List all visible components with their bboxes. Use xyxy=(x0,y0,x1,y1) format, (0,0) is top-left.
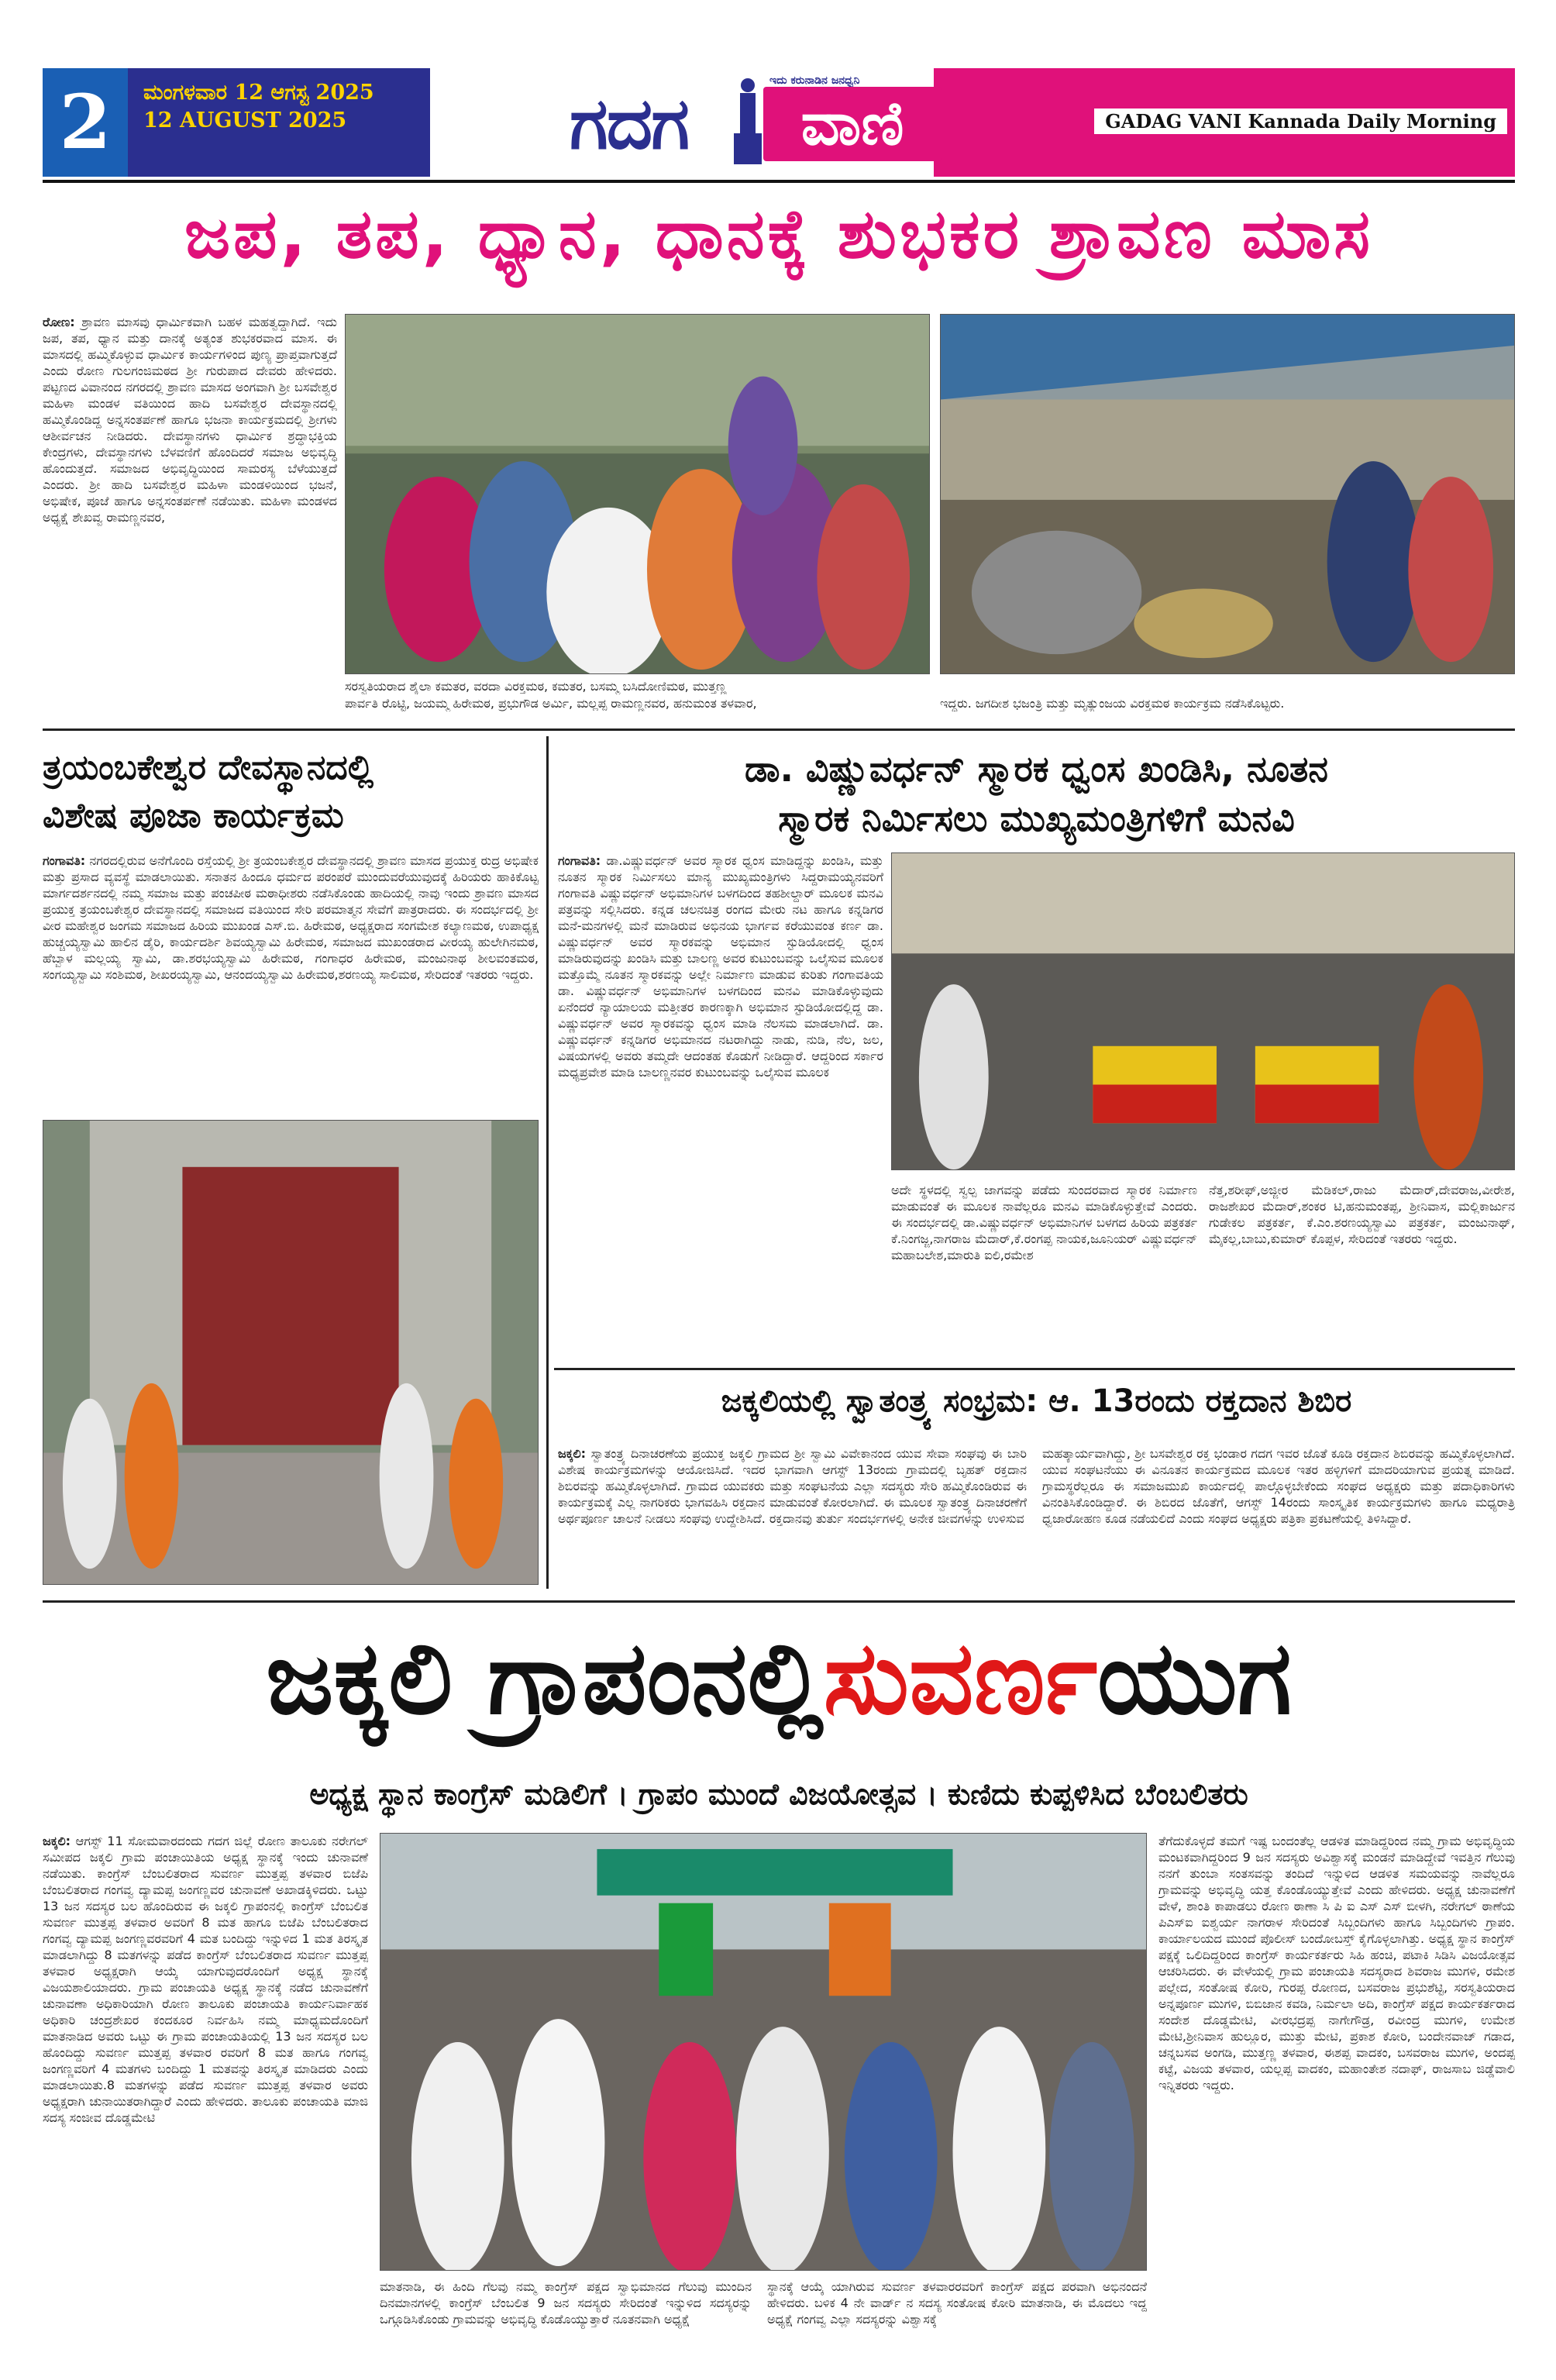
story1-caption2: ಪಾರ್ವತಿ ರೊಟ್ಟಿ, ಜಯಮ್ಮ ಹಿರೇಮಠ, ಪ್ರಭುಗೌಡ ಅರ್ಮಿ, ಮಲ್ಲಪ್ಪ ರಾಮಣ್ಣನವರ, ಹನುಮಂತ ತಳವಾರ, xyxy=(345,696,757,711)
newspaper-logo xyxy=(570,74,972,170)
story5-body-col2a: ಮಾತನಾಡಿ, ಈ ಹಿಂದಿ ಗೆಲವು ನಮ್ಮ ಕಾಂಗ್ರೆಸ್ ಪಕ್ಷದ ಸ್ವಾಭಿಮಾನದ ಗೆಲುವು ಮುಂದಿನ ದಿನಮಾನಗಳಲ್ಲಿ ಕಾಂಗ್ರೆಸ್ ಬೆಂಬಲಿತ 9 ಜನ ಸದಸ್ಯರು ಸೇರಿದಂತೆ ಇನ್ನುಳಿದ ಸದಸ್ಯರನ್ನು ಒಗ್ಗೂಡಿಸಿಕೊಂಡು ಗ್ರಾಮವನ್ನು ಅಭಿವೃದ್ಧಿ ಕೊಡೊಯ್ಯುತ್ತಾರೆ ನೂತನವಾಗಿ ಅಧ್ಯಕ್ಷೆ xyxy=(380,2279,752,2327)
logo-text-left: ಗದಗ xyxy=(570,82,688,165)
column-divider xyxy=(546,736,549,1589)
paper-label: GADAG VANI Kannada Daily Morning xyxy=(1094,108,1507,134)
story2-body-text: ನಗರದಲ್ಲಿರುವ ಅನೆಗೊಂದಿ ರಸ್ತೆಯಲ್ಲಿ ಶ್ರೀ ತ್ರಯಂಬಕೇಶ್ವರ ದೇವಸ್ಥಾನದಲ್ಲಿ ಶ್ರಾವಣ ಮಾಸದ ಪ್ರಯುಕ್ತ ರುದ್ರ ಅಭಿಷೇಕ ಮತ್ತು ಪ್ರಸಾದ ವ್ಯವಸ್ಥೆ ಮಾಡಲಾಯಿತು. ಸನಾತನ ಹಿಂದೂ ಧರ್ಮದ ಪರಂಪರೆ ಮುಂದುವರೆಯುವುದಕ್ಕೆ ಹಿರಿಯರು ಹಾಕಿಕೊಟ್ಟ ಮಾರ್ಗದರ್ಶನದಲ್ಲಿ ನಮ್ಮ ಸಮಾಜ ಮತ್ತು ಪಂಚಪೀಠ ಮಠಾಧೀಶರು ನಡೆಸಿಕೊಂಡು ಹಾದಿಯಲ್ಲಿ ನಾವು ಇಂದು ಶ್ರಾವಣ ಮಾಸದ ಪ್ರಯುಕ್ತ ತ್ರಯಂಬಕೇಶ್ವರ ದೇವಸ್ಥಾನದಲ್ಲಿ ಸಮಾಜದ ವತಿಯಿಂದ ಸೇರಿ ಪರಮಾತ್ಮನ ಸೇವೆಗೆ ಪಾತ್ರರಾದರು. ಈ ಸಂದರ್ಭದಲ್ಲಿ ಶ್ರೀ ವೀರ ಮಹೇಶ್ವರ ಜಂಗಮ ಸಮಾಜದ ಹಿರಿಯ ಮುಖಂಡ ಎಸ್.ಬಿ. ಹಿರೇಮಠ, ಅಧ್ಯಕ್ಷರಾದ ಸಂಗಮೇಶ ಕಲ್ಯಾಣಮಠ, ಉಪಾಧ್ಯಕ್ಷ ಹುಚ್ಚಯ್ಯಸ್ವಾಮಿ ಹಾಲಿನ ಡೈರಿ, ಕಾರ್ಯದರ್ಶಿ ಶಿವಯ್ಯಸ್ವಾಮಿ ಹಿರೇಮಠ, ಸಮಾಜದ ಮುಖಂಡರಾದ ವೀರಯ್ಯ ಹುಲೇಗಿನಮಠ, ಹೆಬ್ಬಾಳ ಮಲ್ಲಯ್ಯ ಸ್ವಾಮಿ, ಡಾ.ಶರಭಯ್ಯಸ್ವಾಮಿ ಹಿರೇಮಠ, ಗಂಗಾಧರ ಹಿರೇಮಠ, ಮಂಜುನಾಥ ಶೀಲವಂತಮಠ, ಸಂಗಯ್ಯಸ್ವಾಮಿ ಸಂಶಿಮಠ, ಶೀಖರಯ್ಯಸ್ವಾಮಿ, ಆನಂದಯ್ಯಸ್ವಾಮಿ ಹಿರೇಮಠ,ಶರಣಯ್ಯ ಸಾಲಿಮಠ, ಸೇರಿದಂತೆ ಇತರರು ಇದ್ದರು. xyxy=(43,853,539,982)
story5-subhead: ಅಧ್ಯಕ್ಷ ಸ್ಥಾನ ಕಾಂಗ್ರೆಸ್ ಮಡಿಲಿಗೆ । ಗ್ರಾಪಂ ಮುಂದೆ ವಿಜಯೋತ್ಸವ । ಕುಣಿದು ಕುಪ್ಪಳಿಸಿದ ಬೆಂಬಲಿತರು xyxy=(309,1777,1248,1811)
story1-headline: ಜಪ, ತಪ, ಧ್ಯಾನ, ಧಾನಕ್ಕೆ ಶುಭಕರ ಶ್ರಾವಣ ಮಾಸ xyxy=(184,194,1373,274)
story2-headline-line1: ತ್ರಯಂಬಕೇಶ್ವರ ದೇವಸ್ಥಾನದಲ್ಲಿ xyxy=(43,748,374,787)
story3-body-col1-text: ಡಾ.ವಿಷ್ಣುವರ್ಧನ್ ಅವರ ಸ್ಮಾರಕ ಧ್ವಂಸ ಮಾಡಿದ್ದನ್ನು ಖಂಡಿಸಿ, ಮತ್ತು ನೂತನ ಸ್ಮಾರಕ ನಿರ್ಮಿಸಲು ಮಾನ್ಯ ಮುಖ್ಯಮಂತ್ರಿಗಳು ಸಿದ್ದರಾಮಯ್ಯನವರಿಗೆ ಗಂಗಾವತಿ ವಿಷ್ಣುವರ್ಧನ್ ಅಭಿಮಾನಿಗಳ ಬಳಗದಿಂದ ತಹಶೀಲ್ದಾರ್ ಮೂಲಕ ಮನವಿ ಪತ್ರವನ್ನು ಸಲ್ಲಿಸಿದರು. ಕನ್ನಡ ಚಲನಚಿತ್ರ ರಂಗದ ಮೇರು ನಟ ಹಾಗೂ ಕನ್ನಡಿಗರ ಮನೆ-ಮನಗಳಲ್ಲಿ ಮನೆ ಮಾಡಿರುವ ಅಭಿನಯ ಭಾರ್ಗವ ಕರೆಯುವಂತ ಕರ್ಣ ಡಾ. ವಿಷ್ಣುವರ್ಧನ್ ಅವರ ಸ್ಮಾರಕವನ್ನು ಅಭಿಮಾನ ಸ್ಟುಡಿಯೋದಲ್ಲಿ ಧ್ವಂಸ ಮಾಡಿರುವುದನ್ನು ಖಂಡಿಸಿ ಮತ್ತು ಬಾಲಣ್ಣ ಅವರ ಕುಟುಂಬವನ್ನು ಒಲೈಸುವ ಮೂಲಕ ಮತ್ತೊಮ್ಮೆ ನೂತನ ಸ್ಮಾರಕವನ್ನು ಅಲ್ಲೇ ನಿರ್ಮಾಣ ಮಾಡುವ ಕುರಿತು ಗಂಗಾವತಿಯ ಡಾ. ವಿಷ್ಣುವರ್ಧನ್ ಅಭಿಮಾನಿಗಳ ಬಳಗದಿಂದ ಮನವಿ ಮಾಡಿಕೊಳ್ಳುವುದು ಏನೆಂದರೆ ನ್ಯಾಯಾಲಯ ಮತ್ತೀತರ ಕಾರಣಕ್ಕಾಗಿ ಅಭಿಮಾನ ಸ್ಟುಡಿಯೋದಲ್ಲಿದ್ದ ಡಾ. ವಿಷ್ಣುವರ್ಧನ್ ಅವರ ಸ್ಮಾರಕವನ್ನು ಧ್ವಂಸ ಮಾಡಿ ನೆಲಸಮ ಮಾಡಲಾಗಿದೆ. ಡಾ. ವಿಷ್ಣುವರ್ಧನ್ ಕನ್ನಡಿಗರ ಅಭಿಮಾನದ ನಟರಾಗಿದ್ದು ನಾಡು, ನುಡಿ, ನೆಲ, ಜಲ, ವಿಷಯಗಳಲ್ಲಿ ಅವರು ತಮ್ಮದೇ ಆದಂತಹ ಕೊಡುಗೆ ನೀಡಿದ್ದಾರೆ. ಆದ್ದರಿಂದ ಸರ್ಕಾರ ಮಧ್ಯಪ್ರವೇಶ ಮಾಡಿ ಬಾಲಣ್ಣನವರ ಕುಟುಂಬವನ್ನು ಒಲೈಸುವ ಮೂಲಕ xyxy=(558,853,883,1080)
story1-caption1: ಸರಸ್ವತಿಯರಾದ ಶೈಲಾ ಕಮತರ, ವರದಾ ವಿರಕ್ತಮಠ, ಕಮತರ, ಬಸಮ್ಮ ಬಸಿದೋಣಿಮಠ, ಮುತ್ತಣ್ಣ xyxy=(345,679,727,694)
masthead-pink-bar xyxy=(934,68,1515,177)
story3-headline-line2: ಸ್ಮಾರಕ ನಿರ್ಮಿಸಲು ಮುಖ್ಯಮಂತ್ರಿಗಳಿಗೆ ಮನವಿ xyxy=(778,797,1295,839)
story2-body xyxy=(43,852,539,1108)
story4-dateline: ಜಕ್ಕಲಿ: xyxy=(558,1446,587,1461)
story5-headline-part2: ಸುವರ್ಣ xyxy=(823,1619,1098,1737)
page-number: 2 xyxy=(43,68,128,177)
masthead xyxy=(43,68,1515,177)
logo-tagline: ಇದು ಕರುನಾಡಿನ ಜನಧ್ವನಿ xyxy=(769,74,860,87)
story5-body-col3: ತೆಗೆದುಕೊಳ್ಳದೆ ತಮಗೆ ಇಷ್ಟ ಬಂದಂತೆಲ್ಲ ಆಡಳಿತ ಮಾಡಿದ್ದರಿಂದ ನಮ್ಮ ಗ್ರಾಮ ಅಭಿವೃದ್ಧಿಯ ಮಂಟಕವಾಗಿದ್ದರಿಂದ 9 ಜನ ಸದಸ್ಯರು ಅವಿಶ್ವಾಸಕ್ಕೆ ಮಂಡನೆ ಮಾಡಿದ್ದೇವೆ ಇವತ್ತಿನ ಗೆಲುವು ನನಗೆ ತುಂಬಾ ಸಂತಸವನ್ನು ತಂದಿದೆ ಇನ್ನುಳಿದ ಆಡಳಿತ ಸಮಯವನ್ನು ನಾವೆಲ್ಲರೂ ಗ್ರಾಮವನ್ನು ಅಭಿವೃದ್ಧಿ ಯತ್ತ ಕೊಂಡೊಯ್ಯುತ್ತೇವೆ ಎಂದು ಹೇಳಿದರು. ಅಧ್ಯಕ್ಷ ಚುನಾವಣೆಗೆ ವೇಳೆ, ಶಾಂತಿ ಕಾಪಾಡಲು ರೋಣ ಠಾಣಾ ಸಿ ಪಿ ಐ ಎಸ್ ಎಸ್ ಬೀಳಗಿ, ನರೇಗಲ್ ಠಾಣೆಯ ಪಿಎಸ್ಐ ಐಶ್ವರ್ಯ ನಾಗರಾಳ ಸೇರಿದಂತೆ ಸಿಬ್ಬಂದಿಗಳು ಹಾಗೂ ಸಿಬ್ಬಂದಿಗಳು ಗ್ರಾಪಂ. ಕಾರ್ಯಾಲಯದ ಮುಂದೆ ಪೊಲೀಸ್ ಬಂದೋಬಸ್ತ್ ಕೈಗೊಳ್ಳಲಾಗಿತ್ತು. ಅಧ್ಯಕ್ಷ ಸ್ಥಾನ ಕಾಂಗ್ರೆಸ್ ಪಕ್ಷಕ್ಕೆ ಒಲಿದಿದ್ದರಿಂದ ಕಾಂಗ್ರೆಸ್ ಕಾರ್ಯಕರ್ತರು ಸಿಹಿ ಹಂಚಿ, ಪಟಾಕಿ ಸಿಡಿಸಿ ವಿಜಯೋತ್ಸವ ಆಚರಿಸಿದರು. ಈ ವೇಳೆಯಲ್ಲಿ ಗ್ರಾಮ ಪಂಚಾಯತಿ ಸದಸ್ಯರಾದ ಶಿವರಾಜ ಮುಗಳಿ, ರಮೇಶ ಪಲ್ಲೇದ, ಸಂತೋಷ ಕೋರಿ, ಗುರಪ್ಪ ರೋಣದ, ಬಸವರಾಜ ಪ್ರಭುಶೆಟ್ಟಿ, ಸರಸ್ವತಿಯರಾದ ಅನ್ನಪೂರ್ಣ ಮುಗಳಿ, ಬಿಬಿಜಾನ ಕವಡಿ, ನಿರ್ಮಲಾ ಅದಿ, ಕಾಂಗ್ರೆಸ್ ಪಕ್ಷದ ಕಾರ್ಯಕರ್ತರಾದ ಸಂದೇಶ ದೊಡ್ಡಮೇಟಿ, ವೀರಭದ್ರಪ್ಪ ನಾಗೇಗೌಡ್ರ, ರವೀಂದ್ರ ಮುಗಳಿ, ಉಮೇಶ ಮೇಟಿ,ಶ್ರೀನಿವಾಸ ಹುಲ್ಲೂರ, ಮುತ್ತು ಮೇಟಿ, ಪ್ರಕಾಶ ಕೋರಿ, ಬಂದೇನವಾಜ್ ಗಡಾದ, ಚನ್ನಬಸವ ಅಂಗಡಿ, ಮುತ್ತಣ್ಣ ತಳವಾರ, ಈಶಪ್ಪ ವಾದಕಂ, ಬಸವರಾಜ ಮುಗಳಿ, ಅಂದಪ್ಪ ಕಟ್ಟೆ, ವಿಜಯ ತಳವಾರ, ಯಲ್ಲಪ್ಪ ವಾದಕಂ, ಮಹಾಂತೇಶ ನದಾಫ್, ರಾಜಸಾಬ ಜಿಡ್ಡೆವಾಲಿ ಇನ್ನಿತರರು ಇದ್ದರು. xyxy=(1158,1834,1515,2092)
date-box xyxy=(128,68,430,177)
story3-body-col1 xyxy=(558,852,883,1356)
story4-body-col1-text: ಸ್ವಾತಂತ್ರ್ಯ ದಿನಾಚರಣೆಯ ಪ್ರಯುಕ್ತ ಜಕ್ಕಲಿ ಗ್ರಾಮದ ಶ್ರೀ ಸ್ವಾಮಿ ವಿವೇಕಾನಂದ ಯುವ ಸೇವಾ ಸಂಘವು ಈ ಬಾರಿ ವಿಶೇಷ ಕಾರ್ಯಕ್ರಮಗಳನ್ನು ಆಯೋಜಿಸಿದೆ. ಇದರ ಭಾಗವಾಗಿ ಆಗಸ್ಟ್ 13ರಂದು ಗ್ರಾಮದಲ್ಲಿ ಬೃಹತ್ ರಕ್ತದಾನ ಶಿಬಿರವನ್ನು ಹಮ್ಮಿಕೊಳ್ಳಲಾಗಿದೆ. ಗ್ರಾಮದ ಯುವಕರು ಮತ್ತು ಸಂಘಟನೆಯ ಎಲ್ಲಾ ಸದಸ್ಯರು ಸೇರಿ ಹಮ್ಮಿಕೊಂಡಿರುವ ಈ ಕಾರ್ಯಕ್ರಮಕ್ಕೆ ಎಲ್ಲ ನಾಗರಿಕರು ಭಾಗವಹಿಸಿ ರಕ್ತದಾನ ಮಾಡುವಂತೆ ಕೋರಲಾಗಿದೆ. ಈ ಮೂಲಕ ಸ್ವಾತಂತ್ರ್ಯ ದಿನಾಚರಣೆಗೆ ಅರ್ಥಪೂರ್ಣ ಚಾಲನೆ ನೀಡಲು ಸಂಘವು ಉದ್ದೇಶಿಸಿದೆ. ರಕ್ತದಾನವು ತುರ್ತು ಸಂದರ್ಭಗಳಲ್ಲಿ ಅನೇಕ ಜೀವಗಳನ್ನು ಉಳಿಸುವ xyxy=(558,1446,1027,1526)
story5-headline-part3: ಯುಗ xyxy=(1097,1619,1292,1737)
story2-dateline: ಗಂಗಾವತಿ: xyxy=(43,853,86,868)
story4-body-col1 xyxy=(558,1445,1027,1589)
section-divider-2 xyxy=(554,1368,1515,1370)
story5-photo-celebration xyxy=(380,1833,1147,2271)
story3-headline-line1: ಡಾ. ವಿಷ್ಣುವರ್ಧನ್ ಸ್ಮಾರಕ ಧ್ವಂಸ ಖಂಡಿಸಿ, ನೂತನ xyxy=(744,748,1329,790)
story5-body-col1 xyxy=(43,1833,368,2360)
story2-headline-line2: ವಿಶೇಷ ಪೂಜಾ ಕಾರ್ಯಕ್ರಮ xyxy=(43,796,344,835)
story5-headline xyxy=(43,1612,1515,1744)
story1-photo-women xyxy=(345,314,930,674)
date-english: 12 AUGUST 2025 xyxy=(143,108,347,133)
section-divider-3 xyxy=(43,1600,1515,1603)
story3-dateline: ಗಂಗಾವತಿ: xyxy=(558,853,601,868)
story1-body xyxy=(43,314,337,725)
story3-body-col2: ಅದೇ ಸ್ಥಳದಲ್ಲಿ ಸ್ವಲ್ಪ ಜಾಗವನ್ನು ಪಡೆದು ಸುಂದರವಾದ ಸ್ಮಾರಕ ನಿರ್ಮಾಣ ಮಾಡುವಂತೆ ಈ ಮೂಲಕ ನಾವೆಲ್ಲರೂ ಮನವಿ ಮಾಡಿಕೊಳ್ಳುತ್ತೇವೆ ಎಂದರು. ಈ ಸಂದರ್ಭದಲ್ಲಿ ಡಾ.ವಿಷ್ಣುವರ್ಧನ್ ಅಭಿಮಾನಿಗಳ ಬಳಗದ ಹಿರಿಯ ಪತ್ರಕರ್ತ ಕೆ.ನಿಂಗಜ್ಜ,ನಾಗರಾಜ ಮೆದಾರ್,ಕೆ.ರಂಗಪ್ಪ ನಾಯಕ,ಜೂನಿಯರ್ ವಿಷ್ಣುವರ್ಧನ್ ಮಹಾಬಲೇಶ,ಮಾರುತಿ ಐಲಿ,ರಮೇಶ xyxy=(891,1183,1197,1262)
story3-body-col3: ನೆತ್ತ,ಶರೀಫ್,ಅಜ್ಜೀರ ಮೆಡಿಕಲ್,ರಾಜು ಮೆದಾರ್,ದೇವರಾಜ,ವೀರೇಶ, ರಾಜಶೇಖರ ಮೆದಾರ್,ಶಂಕರ ಟಿ,ಹನುಮಂತಪ್ಪ, ಶ್ರೀನಿವಾಸ, ಮಲ್ಲಿಕಾರ್ಜುನ ಗುಡೇಕಲ ಪತ್ರಕರ್ತ, ಕೆ.ಎಂ.ಶರಣಯ್ಯಸ್ವಾಮಿ ಪತ್ರಕರ್ತ, ಮಂಜುನಾಥ್, ಮೈಕಲ್ಲ,ಬಾಬು,ಕುಮಾರ್ ಕೊಪ್ಪಳ, ಸೇರಿದಂತೆ ಇತರರು ಇದ್ದರು. xyxy=(1209,1183,1515,1246)
masthead-rule xyxy=(43,180,1515,183)
story1-caption3: ಇದ್ದರು. ಜಗದೀಶ ಭಜಂತ್ರಿ ಮತ್ತು ಮೃತ್ಯುಂಜಯ ವಿರಕ್ತಮಠ ಕಾರ್ಯಕ್ರಮ ನಡೆಸಿಕೊಟ್ಟರು. xyxy=(940,696,1285,711)
story5-dateline: ಜಕ್ಕಲಿ: xyxy=(43,1834,71,1848)
story1-dateline: ರೋಣ: xyxy=(43,315,75,329)
story5-body-col1-text: ಆಗಸ್ಟ್ 11 ಸೋಮವಾರದಂದು ಗದಗ ಜಿಲ್ಲೆ ರೋಣ ತಾಲೂಕು ನರೇಗಲ್ ಸಮೀಪದ ಜಕ್ಕಲಿ ಗ್ರಾಮ ಪಂಚಾಯಿತಿಯ ಅಧ್ಯಕ್ಷ ಸ್ಥಾನಕ್ಕೆ ಇಂದು ಚುನಾವಣೆ ನಡೆಯಿತು. ಕಾಂಗ್ರೆಸ್ ಬೆಂಬಲಿತರಾದ ಸುವರ್ಣ ಮುತ್ತಪ್ಪ ತಳವಾರ ಬಿಜೆಪಿ ಬೆಂಬಲಿತರಾದ ಗಂಗವ್ವ ದ್ಯಾಮಪ್ಪ ಜಂಗಣ್ಣವರ ಚುನಾವಣೆ ಅಖಾಡಕ್ಕಿಳಿದರು. ಒಟ್ಟು 13 ಜನ ಸದಸ್ಯರ ಬಲ ಹೊಂದಿರುವ ಈ ಜಕ್ಕಲಿ ಗ್ರಾಪಂನಲ್ಲಿ ಕಾಂಗ್ರೆಸ್ ಬೆಂಬಲಿತ ಸುವರ್ಣ ಮುತ್ತಪ್ಪ ತಳವಾರ ಅವರಿಗೆ 8 ಮತ ಹಾಗೂ ಬಿಜೆಪಿ ಬೆಂಬಲಿತರಾದ ಗಂಗವ್ವ ದ್ಯಾಮಪ್ಪ ಜಂಗಣ್ಣವರವರಿಗೆ 4 ಮತ ಬಂದಿದ್ದು ಇನ್ನುಳಿದ 1 ಮತ ತಿರಸ್ಕೃತ ಮಾಡಲಾಗಿದ್ದು 8 ಮತಗಳನ್ನು ಪಡೆದ ಕಾಂಗ್ರೆಸ್ ಬೆಂಬಲಿತರಾದ ಸುವರ್ಣ ಮುತ್ತಪ್ಪ ತಳವಾರ ಅಧ್ಯಕ್ಷರಾಗಿ ಆಯ್ಕೆ ಯಾಗುವುದರೊಂದಿಗೆ ಅಧ್ಯಕ್ಷ ಸ್ಥಾನಕ್ಕೆ ವಿಜಯಶಾಲಿಯಾದರು. ಗ್ರಾಮ ಪಂಚಾಯತಿ ಅಧ್ಯಕ್ಷ ಸ್ಥಾನಕ್ಕೆ ನಡೆದ ಚುನಾವಣೆಗೆ ಚುನಾವಣಾ ಅಧಿಕಾರಿಯಾಗಿ ರೋಣ ತಾಲೂಕು ಪಂಚಾಯತಿ ಕಾರ್ಯನಿರ್ವಾಹಕ ಅಧಿಕಾರಿ ಚಂದ್ರಶೇಖರ ಕಂದಕೂರ ನಿರ್ವಹಿಸಿ ನಮ್ಮ ಮಾಧ್ಯಮದೊಂದಿಗೆ ಮಾತನಾಡಿದ ಅವರು ಒಟ್ಟು ಈ ಗ್ರಾಮ ಪಂಚಾಯತಿಯಲ್ಲಿ 13 ಜನ ಸದಸ್ಯರ ಬಲ ಹೊಂದಿದ್ದು ಸುವರ್ಣ ಮುತ್ತಪ್ಪ ತಳವಾರ ರವರಿಗೆ 8 ಮತ ಹಾಗೂ ಗಂಗವ್ವ ಜಂಗಣ್ಣವರಿಗೆ 4 ಮತಗಳು ಬಂದಿದ್ದು 1 ಮತವನ್ನು ತಿರಸ್ಕೃತ ಮಾಡಿದರು ಎಂದು ಮಾಡಲಾಯಿತು.8 ಮತಗಳನ್ನು ಪಡೆದ ಸುವರ್ಣ ಮುತ್ತಪ್ಪ ತಳವಾರ ಅವರು ಅಧ್ಯಕ್ಷರಾಗಿ ಚುನಾಯಿತರಾಗಿದ್ದಾರೆ ಎಂದು ಹೇಳಿದರು. ತಾಲೂಕು ಪಂಚಾಯತಿ ಮಾಜಿ ಸದಸ್ಯ ಸಂಜೀವ ದೊಡ್ಡಮೇಟಿ xyxy=(43,1834,368,2125)
story1-photo-meal xyxy=(940,314,1515,674)
story5-headline-part1: ಜಕ್ಕಲಿ ಗ್ರಾಪಂನಲ್ಲಿ xyxy=(266,1619,824,1737)
story3-headline xyxy=(558,744,1515,843)
section-divider-1 xyxy=(43,728,1515,731)
story2-headline xyxy=(43,744,539,840)
logo-text-right: ವಾಣಿ xyxy=(763,87,942,161)
story3-photo-memorial xyxy=(891,852,1515,1170)
date-kannada: ಮಂಗಳವಾರ 12 ಆಗಸ್ಟ 2025 xyxy=(143,81,374,105)
story2-photo-temple xyxy=(43,1120,539,1585)
story4-headline: ಜಕ್ಕಲಿಯಲ್ಲಿ ಸ್ವಾತಂತ್ರ್ಯ ಸಂಭ್ರಮ: ಆ. 13ರಂದು ರಕ್ತದಾನ ಶಿಬಿರ xyxy=(721,1383,1352,1419)
story4-body-col2: ಮಹತ್ಕಾರ್ಯವಾಗಿದ್ದು, ಶ್ರೀ ಬಸವೇಶ್ವರ ರಕ್ತ ಭಂಡಾರ ಗದಗ ಇವರ ಜೊತೆ ಕೂಡಿ ರಕ್ತದಾನ ಶಿಬಿರವನ್ನು ಹಮ್ಮಿಕೊಳ್ಳಲಾಗಿದೆ. ಯುವ ಸಂಘಟನೆಯು ಈ ವಿನೂತನ ಕಾರ್ಯಕ್ರಮದ ಮೂಲಕ ಇತರ ಹಳ್ಳಿಗಳಿಗೆ ಮಾದರಿಯಾಗುವ ಪ್ರಯತ್ನ ಮಾಡಿದೆ. ಗ್ರಾಮಸ್ಥರೆಲ್ಲರೂ ಈ ಸಮಾಜಮುಖಿ ಕಾರ್ಯದಲ್ಲಿ ಪಾಲ್ಗೊಳ್ಳಬೇಕೆಂದು ಸಂಘದ ಅಧ್ಯಕ್ಷರು ಮತ್ತು ಪದಾಧಿಕಾರಿಗಳು ವಿನಂತಿಸಿಕೊಂಡಿದ್ದಾರೆ. ಈ ಶಿಬಿರದ ಜೊತೆಗೆ, ಆಗಸ್ಟ್ 14ರಂದು ಸಾಂಸ್ಕೃತಿಕ ಕಾರ್ಯಕ್ರಮಗಳು ಹಾಗೂ ಮಧ್ಯರಾತ್ರಿ ಧ್ವಜಾರೋಹಣ ಕೂಡ ನಡೆಯಲಿದೆ ಎಂದು ಸಂಘದ ಅಧ್ಯಕ್ಷರು ಪತ್ರಿಕಾ ಪ್ರಕಟಣೆಯಲ್ಲಿ ತಿಳಿಸಿದ್ದಾರೆ. xyxy=(1042,1446,1515,1526)
story1-body-text: ಶ್ರಾವಣ ಮಾಸವು ಧಾರ್ಮಿಕವಾಗಿ ಬಹಳ ಮಹತ್ವದ್ದಾಗಿದೆ. ಇದು ಜಪ, ತಪ, ಧ್ಯಾನ ಮತ್ತು ದಾನಕ್ಕೆ ಅತ್ಯಂತ ಶುಭಕರವಾದ ಮಾಸ. ಈ ಮಾಸದಲ್ಲಿ ಹಮ್ಮಿಕೊಳ್ಳುವ ಧಾರ್ಮಿಕ ಕಾರ್ಯಗಳಿಂದ ಪುಣ್ಯ ಪ್ರಾಪ್ತವಾಗುತ್ತದೆ ಎಂದು ರೋಣ ಗುಲಗಂಜಿಮಠದ ಶ್ರೀ ಗುರುಪಾದ ದೇವರು ಹೇಳಿದರು. ಪಟ್ಟಣದ ವಿವಾನಂದ ನಗರದಲ್ಲಿ ಶ್ರಾವಣ ಮಾಸದ ಅಂಗವಾಗಿ ಶ್ರೀ ಬಸವೇಶ್ವರ ಮಹಿಳಾ ಮಂಡಳ ವತಿಯಿಂದ ಹಾದಿ ಬಸವೇಶ್ವರ ದೇವಸ್ಥಾನದಲ್ಲಿ ಹಮ್ಮಿಕೊಂಡಿದ್ದ ಅನ್ನಸಂತರ್ಪಣೆ ಹಾಗೂ ಭಜನಾ ಕಾರ್ಯಕ್ರಮದಲ್ಲಿ ಶ್ರೀಗಳು ಆಶೀರ್ವಚನ ನೀಡಿದರು. ದೇವಸ್ಥಾನಗಳು ಧಾರ್ಮಿಕ ಶ್ರದ್ಧಾಭಕ್ತಿಯ ಕೇಂದ್ರಗಳು, ದೇವಸ್ಥಾನಗಳು ಬೆಳವಣಿಗೆ ಹೊಂದಿದರೆ ಸಮಾಜ ಅಭಿವೃದ್ಧಿ ಹೊಂದುತ್ತದೆ. ಸಮಾಜದ ಅಭಿವೃದ್ಧಿಯಿಂದ ಸಾಮರಸ್ಯ ಬೆಳೆಯುತ್ತದೆ ಎಂದರು. ಶ್ರೀ ಹಾದಿ ಬಸವೇಶ್ವರ ಮಹಿಳಾ ಮಂಡಳಿಯಿಂದ ಭಜನೆ, ಅಭಿಷೇಕ, ಪೂಜೆ ಹಾಗೂ ಅನ್ನಸಂತರ್ಪಣೆ ನಡೆಯಿತು. ಮಹಿಳಾ ಮಂಡಳದ ಅಧ್ಯಕ್ಷೆ ಶೇಖವ್ವ ರಾಮಣ್ಣನವರ, xyxy=(43,315,337,525)
story5-body-col2b: ಸ್ಥಾನಕ್ಕೆ ಆಯ್ಕೆ ಯಾಗಿರುವ ಸುವರ್ಣ ತಳವಾರರವರಿಗೆ ಕಾಂಗ್ರೆಸ್ ಪಕ್ಷದ ಪರವಾಗಿ ಅಭಿನಂದನೆ ಹೇಳಿದರು. ಬಳಿಕ 4 ನೇ ವಾರ್ಡ್ ನ ಸದಸ್ಯ ಸಂತೋಷ ಕೋರಿ ಮಾತನಾಡಿ, ಈ ಮೊದಲು ಇದ್ದ ಅಧ್ಯಕ್ಷೆ ಗಂಗವ್ವ ಎಲ್ಲಾ ಸದಸ್ಯರನ್ನು ವಿಶ್ವಾಸಕ್ಕೆ xyxy=(767,2279,1147,2327)
